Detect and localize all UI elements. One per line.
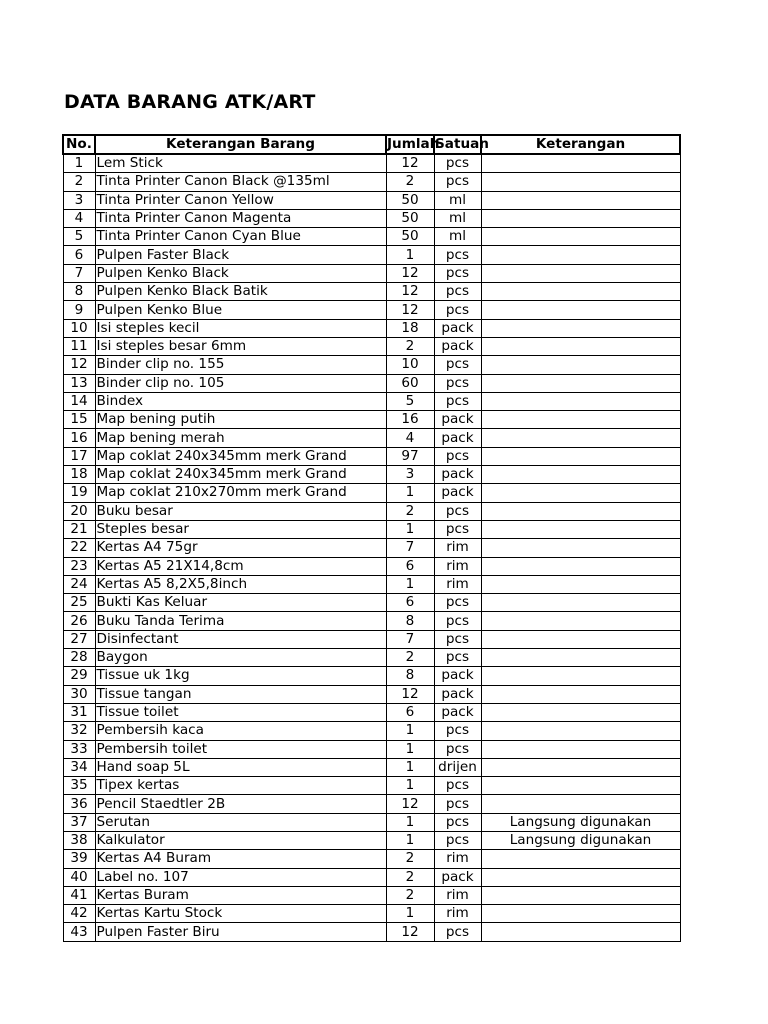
table-row	[63, 246, 680, 264]
cell-note	[481, 557, 680, 575]
table-row	[63, 319, 680, 337]
cell-item-description: Serutan	[95, 813, 386, 831]
cell-quantity: 10	[386, 356, 434, 374]
cell-no: 4	[63, 209, 95, 227]
cell-note	[481, 703, 680, 721]
cell-item-description: Map bening putih	[95, 411, 386, 429]
cell-unit: pcs	[434, 740, 481, 758]
cell-quantity: 7	[386, 630, 434, 648]
cell-unit: pack	[434, 868, 481, 886]
table-row	[63, 886, 680, 904]
cell-item-description: Tissue tangan	[95, 685, 386, 703]
cell-no: 34	[63, 758, 95, 776]
cell-note	[481, 649, 680, 667]
table-row	[63, 813, 680, 831]
cell-quantity: 50	[386, 228, 434, 246]
cell-quantity: 1	[386, 520, 434, 538]
cell-no: 38	[63, 831, 95, 849]
cell-item-description: Bukti Kas Keluar	[95, 594, 386, 612]
cell-item-description: Tipex kertas	[95, 777, 386, 795]
cell-item-description: Kertas A5 21X14,8cm	[95, 557, 386, 575]
cell-unit: pcs	[434, 520, 481, 538]
cell-no: 42	[63, 905, 95, 923]
cell-note	[481, 630, 680, 648]
cell-no: 9	[63, 301, 95, 319]
cell-item-description: Pulpen Kenko Blue	[95, 301, 386, 319]
cell-item-description: Pulpen Kenko Black	[95, 264, 386, 282]
cell-item-description: Map coklat 240x345mm merk Grand	[95, 466, 386, 484]
cell-unit: pack	[434, 411, 481, 429]
cell-item-description: Pencil Staedtler 2B	[95, 795, 386, 813]
table-row	[63, 630, 680, 648]
cell-quantity: 12	[386, 154, 434, 173]
table-row	[63, 868, 680, 886]
cell-no: 19	[63, 484, 95, 502]
cell-quantity: 4	[386, 429, 434, 447]
cell-note	[481, 429, 680, 447]
cell-quantity: 12	[386, 264, 434, 282]
table-row	[63, 264, 680, 282]
cell-quantity: 60	[386, 374, 434, 392]
table-row	[63, 539, 680, 557]
cell-quantity: 1	[386, 484, 434, 502]
cell-no: 10	[63, 319, 95, 337]
cell-note	[481, 337, 680, 355]
table-row	[63, 667, 680, 685]
cell-unit: pcs	[434, 283, 481, 301]
cell-unit: drijen	[434, 758, 481, 776]
table-row	[63, 777, 680, 795]
cell-item-description: Binder clip no. 155	[95, 356, 386, 374]
cell-no: 33	[63, 740, 95, 758]
cell-quantity: 1	[386, 831, 434, 849]
cell-unit: pcs	[434, 795, 481, 813]
cell-item-description: Hand soap 5L	[95, 758, 386, 776]
cell-note	[481, 850, 680, 868]
table-row	[63, 740, 680, 758]
cell-item-description: Kalkulator	[95, 831, 386, 849]
table-row	[63, 356, 680, 374]
cell-unit: pcs	[434, 630, 481, 648]
cell-note	[481, 777, 680, 795]
cell-no: 26	[63, 612, 95, 630]
cell-item-description: Kertas A4 75gr	[95, 539, 386, 557]
table-row	[63, 392, 680, 410]
cell-unit: pack	[434, 466, 481, 484]
table-row	[63, 447, 680, 465]
cell-unit: rim	[434, 850, 481, 868]
table-row	[63, 905, 680, 923]
cell-note	[481, 923, 680, 941]
cell-quantity: 50	[386, 209, 434, 227]
cell-quantity: 3	[386, 466, 434, 484]
table-row	[63, 557, 680, 575]
cell-quantity: 18	[386, 319, 434, 337]
cell-note	[481, 283, 680, 301]
inventory-table	[62, 134, 681, 942]
cell-unit: pack	[434, 667, 481, 685]
cell-quantity: 12	[386, 923, 434, 941]
cell-no: 31	[63, 703, 95, 721]
table-row	[63, 209, 680, 227]
cell-unit: ml	[434, 191, 481, 209]
cell-quantity: 50	[386, 191, 434, 209]
cell-unit: rim	[434, 886, 481, 904]
cell-quantity: 2	[386, 850, 434, 868]
cell-item-description: Pembersih kaca	[95, 722, 386, 740]
cell-note	[481, 484, 680, 502]
cell-quantity: 1	[386, 740, 434, 758]
cell-no: 39	[63, 850, 95, 868]
table-row	[63, 283, 680, 301]
cell-item-description: Buku Tanda Terima	[95, 612, 386, 630]
table-row	[63, 466, 680, 484]
cell-unit: pcs	[434, 154, 481, 173]
cell-item-description: Lem Stick	[95, 154, 386, 173]
table-row	[63, 575, 680, 593]
table-row	[63, 612, 680, 630]
cell-quantity: 1	[386, 246, 434, 264]
cell-unit: pcs	[434, 246, 481, 264]
cell-no: 40	[63, 868, 95, 886]
cell-quantity: 1	[386, 722, 434, 740]
table-row	[63, 337, 680, 355]
cell-no: 43	[63, 923, 95, 941]
cell-no: 41	[63, 886, 95, 904]
cell-no: 17	[63, 447, 95, 465]
cell-unit: rim	[434, 557, 481, 575]
cell-quantity: 12	[386, 283, 434, 301]
cell-note	[481, 667, 680, 685]
cell-note	[481, 722, 680, 740]
cell-note	[481, 264, 680, 282]
cell-no: 37	[63, 813, 95, 831]
cell-item-description: Tinta Printer Canon Magenta	[95, 209, 386, 227]
cell-note	[481, 795, 680, 813]
cell-unit: pcs	[434, 392, 481, 410]
cell-no: 11	[63, 337, 95, 355]
document-title: DATA BARANG ATK/ART	[64, 91, 316, 113]
cell-no: 2	[63, 173, 95, 191]
cell-unit: pcs	[434, 777, 481, 795]
cell-note	[481, 539, 680, 557]
cell-note	[481, 319, 680, 337]
cell-note: Langsung digunakan	[481, 831, 680, 849]
cell-quantity: 2	[386, 502, 434, 520]
table-row	[63, 374, 680, 392]
cell-quantity: 6	[386, 557, 434, 575]
cell-unit: pack	[434, 484, 481, 502]
cell-quantity: 12	[386, 795, 434, 813]
cell-item-description: Baygon	[95, 649, 386, 667]
cell-item-description: Label no. 107	[95, 868, 386, 886]
cell-no: 32	[63, 722, 95, 740]
cell-unit: pcs	[434, 264, 481, 282]
cell-item-description: Map coklat 240x345mm merk Grand	[95, 447, 386, 465]
cell-no: 16	[63, 429, 95, 447]
cell-no: 20	[63, 502, 95, 520]
cell-unit: pcs	[434, 173, 481, 191]
header-item-description: Keterangan Barang	[95, 135, 386, 154]
cell-no: 27	[63, 630, 95, 648]
cell-no: 1	[63, 154, 95, 173]
cell-note	[481, 392, 680, 410]
header-unit: Satuan	[435, 136, 489, 152]
table-row	[63, 703, 680, 721]
cell-unit: rim	[434, 539, 481, 557]
cell-no: 22	[63, 539, 95, 557]
cell-note	[481, 520, 680, 538]
cell-note	[481, 154, 680, 173]
cell-unit: pack	[434, 703, 481, 721]
cell-no: 35	[63, 777, 95, 795]
cell-quantity: 7	[386, 539, 434, 557]
cell-no: 23	[63, 557, 95, 575]
cell-note	[481, 191, 680, 209]
cell-unit: pcs	[434, 923, 481, 941]
table-row	[63, 502, 680, 520]
table-row	[63, 831, 680, 849]
cell-unit: pcs	[434, 722, 481, 740]
cell-quantity: 97	[386, 447, 434, 465]
cell-quantity: 6	[386, 594, 434, 612]
cell-note	[481, 905, 680, 923]
cell-item-description: Tissue toilet	[95, 703, 386, 721]
cell-unit: pack	[434, 319, 481, 337]
table-row	[63, 173, 680, 191]
cell-note	[481, 740, 680, 758]
table-row	[63, 923, 680, 941]
cell-no: 5	[63, 228, 95, 246]
cell-item-description: Isi steples besar 6mm	[95, 337, 386, 355]
table-row	[63, 429, 680, 447]
cell-unit: rim	[434, 575, 481, 593]
table-row	[63, 520, 680, 538]
cell-quantity: 8	[386, 612, 434, 630]
cell-unit: rim	[434, 905, 481, 923]
cell-quantity: 2	[386, 868, 434, 886]
cell-item-description: Map coklat 210x270mm merk Grand	[95, 484, 386, 502]
table-row	[63, 411, 680, 429]
cell-note	[481, 228, 680, 246]
cell-quantity: 2	[386, 173, 434, 191]
cell-unit: pcs	[434, 594, 481, 612]
cell-no: 25	[63, 594, 95, 612]
cell-item-description: Kertas A5 8,2X5,8inch	[95, 575, 386, 593]
cell-note	[481, 466, 680, 484]
cell-note	[481, 594, 680, 612]
table-row	[63, 850, 680, 868]
table-row	[63, 795, 680, 813]
cell-note	[481, 502, 680, 520]
cell-unit: ml	[434, 209, 481, 227]
table-body	[63, 154, 680, 941]
table-row	[63, 228, 680, 246]
header-quantity: Jumlah	[387, 136, 440, 152]
cell-no: 29	[63, 667, 95, 685]
cell-no: 24	[63, 575, 95, 593]
cell-note	[481, 209, 680, 227]
cell-item-description: Steples besar	[95, 520, 386, 538]
table-row	[63, 154, 680, 173]
cell-item-description: Kertas Kartu Stock	[95, 905, 386, 923]
table-row	[63, 722, 680, 740]
cell-no: 30	[63, 685, 95, 703]
cell-item-description: Disinfectant	[95, 630, 386, 648]
cell-unit: pack	[434, 337, 481, 355]
cell-unit: pcs	[434, 831, 481, 849]
cell-no: 3	[63, 191, 95, 209]
cell-item-description: Pulpen Kenko Black Batik	[95, 283, 386, 301]
cell-item-description: Map bening merah	[95, 429, 386, 447]
cell-note	[481, 886, 680, 904]
cell-note	[481, 685, 680, 703]
cell-item-description: Pulpen Faster Black	[95, 246, 386, 264]
table-row	[63, 758, 680, 776]
cell-no: 28	[63, 649, 95, 667]
cell-quantity: 12	[386, 301, 434, 319]
cell-quantity: 1	[386, 905, 434, 923]
cell-unit: pcs	[434, 813, 481, 831]
cell-note	[481, 612, 680, 630]
cell-item-description: Tinta Printer Canon Yellow	[95, 191, 386, 209]
cell-no: 18	[63, 466, 95, 484]
cell-note	[481, 411, 680, 429]
cell-item-description: Tissue uk 1kg	[95, 667, 386, 685]
cell-note: Langsung digunakan	[481, 813, 680, 831]
cell-item-description: Buku besar	[95, 502, 386, 520]
cell-no: 7	[63, 264, 95, 282]
table-row	[63, 301, 680, 319]
table-row	[63, 191, 680, 209]
cell-item-description: Binder clip no. 105	[95, 374, 386, 392]
cell-no: 36	[63, 795, 95, 813]
cell-quantity: 1	[386, 813, 434, 831]
cell-no: 8	[63, 283, 95, 301]
cell-quantity: 8	[386, 667, 434, 685]
cell-note	[481, 301, 680, 319]
cell-quantity: 12	[386, 685, 434, 703]
cell-unit: pack	[434, 429, 481, 447]
cell-note	[481, 374, 680, 392]
cell-quantity: 2	[386, 649, 434, 667]
cell-note	[481, 246, 680, 264]
header-note: Keterangan	[481, 135, 680, 154]
cell-unit: ml	[434, 228, 481, 246]
cell-no: 14	[63, 392, 95, 410]
cell-unit: pack	[434, 685, 481, 703]
cell-note	[481, 575, 680, 593]
cell-quantity: 16	[386, 411, 434, 429]
cell-quantity: 6	[386, 703, 434, 721]
cell-item-description: Tinta Printer Canon Cyan Blue	[95, 228, 386, 246]
table-row	[63, 649, 680, 667]
cell-quantity: 1	[386, 777, 434, 795]
cell-no: 13	[63, 374, 95, 392]
cell-unit: pcs	[434, 502, 481, 520]
cell-quantity: 5	[386, 392, 434, 410]
cell-unit: pcs	[434, 356, 481, 374]
cell-quantity: 2	[386, 886, 434, 904]
cell-no: 15	[63, 411, 95, 429]
cell-unit: pcs	[434, 301, 481, 319]
cell-no: 21	[63, 520, 95, 538]
cell-item-description: Pembersih toilet	[95, 740, 386, 758]
cell-quantity: 1	[386, 575, 434, 593]
cell-note	[481, 868, 680, 886]
cell-quantity: 1	[386, 758, 434, 776]
cell-note	[481, 356, 680, 374]
cell-unit: pcs	[434, 374, 481, 392]
cell-quantity: 2	[386, 337, 434, 355]
cell-unit: pcs	[434, 612, 481, 630]
cell-no: 12	[63, 356, 95, 374]
cell-item-description: Tinta Printer Canon Black @135ml	[95, 173, 386, 191]
header-no: No.	[63, 135, 95, 154]
cell-item-description: Pulpen Faster Biru	[95, 923, 386, 941]
cell-unit: pcs	[434, 447, 481, 465]
table-row	[63, 594, 680, 612]
table-row	[63, 484, 680, 502]
cell-item-description: Bindex	[95, 392, 386, 410]
cell-item-description: Kertas A4 Buram	[95, 850, 386, 868]
cell-item-description: Kertas Buram	[95, 886, 386, 904]
cell-no: 6	[63, 246, 95, 264]
table-row	[63, 685, 680, 703]
cell-unit: pcs	[434, 649, 481, 667]
table-header-row	[63, 135, 680, 154]
cell-item-description: Isi steples kecil	[95, 319, 386, 337]
cell-note	[481, 173, 680, 191]
cell-note	[481, 758, 680, 776]
cell-note	[481, 447, 680, 465]
